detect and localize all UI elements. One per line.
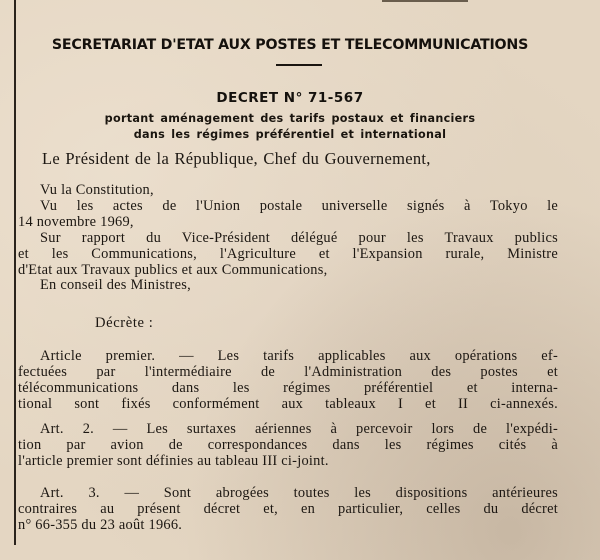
article-2-line: l'article premier sont définies au tableau III ci-joint. [18, 453, 329, 469]
article-3-line: contraires au présent décret et, en particulier, celles du décret [18, 501, 558, 517]
visa-line: 14 novembre 1969, [18, 214, 134, 230]
article-3-line: n° 66-355 du 23 août 1966. [18, 517, 183, 533]
column-rule [14, 0, 16, 545]
decree-subtitle-line: portant aménagement des tarifs postaux et financiers [104, 112, 476, 125]
visa-line: Vu les actes de l'Union postale universelle signés à Tokyo le [40, 198, 558, 214]
decree-subtitle-line: dans les régimes préférentiel et international [133, 128, 447, 141]
top-rule-fragment [382, 0, 468, 2]
header-separator [276, 64, 322, 66]
article-1-line: télécommunications dans les régimes préférentiel et interna- [18, 380, 558, 396]
article-1-line: tional sont fixés conformément aux tableaux I et II ci-annexés. [18, 396, 558, 412]
decree-title: DECRET N° 71-567 [216, 90, 364, 106]
article-1-line: Article premier. — Les tarifs applicables aux opérations ef- [40, 348, 558, 364]
enacting-formula: Décrète : [95, 315, 154, 331]
visa-line: Sur rapport du Vice-Président délégué pour les Travaux publics [40, 230, 558, 246]
visa-line: Vu la Constitution, [40, 182, 154, 198]
article-3-line: Art. 3. — Sont abrogées toutes les dispositions antérieures [40, 485, 558, 501]
visa-line: et les Communications, l'Agriculture et l'Expansion rurale, Ministre [18, 246, 558, 262]
visa-line: d'Etat aux Travaux publics et aux Communications, [18, 262, 328, 278]
article-2-line: Art. 2. — Les surtaxes aériennes à percevoir lors de l'expédi- [40, 421, 558, 437]
article-1-line: fectuées par l'intermédiaire de l'Administration des postes et [18, 364, 558, 380]
ministry-header: SECRETARIAT D'ETAT AUX POSTES ET TELECOMMUNICATIONS [51, 37, 529, 53]
preamble-opening: Le Président de la République, Chef du Gouvernement, [42, 149, 431, 168]
article-2-line: tion par avion de correspondances dans les régimes cités à [18, 437, 558, 453]
visa-line: En conseil des Ministres, [40, 277, 191, 293]
